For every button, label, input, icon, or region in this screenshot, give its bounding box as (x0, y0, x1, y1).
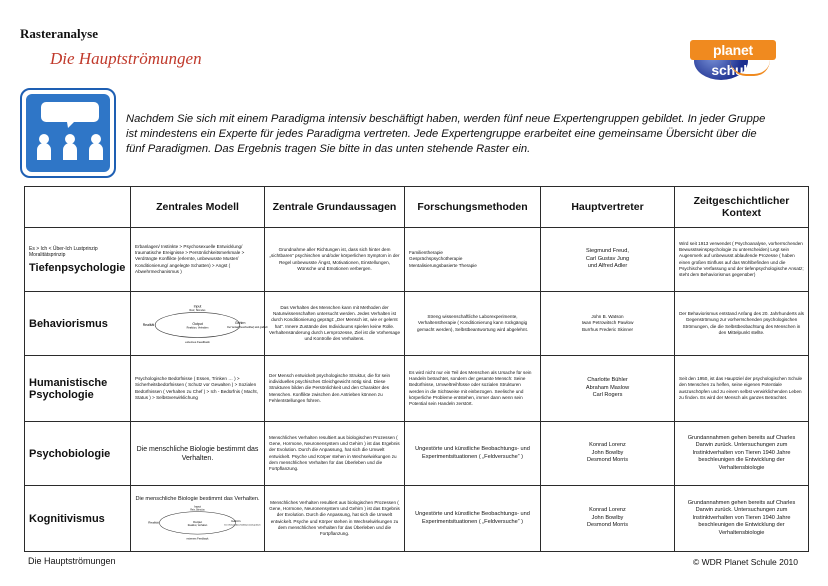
model-cell: Psychologische Bedürfnisse ( Essen, Trinken … ) > Sicherheitsbedürfnissen ( Schutz vor Gewalten ) > Sozialen Bedürfnissen ( Verhalten zu Chef ) > Ich - Bedürfnis ( Macht, Status ) > Selbstverwirklichung (131, 356, 265, 422)
group-work-icon (20, 88, 116, 178)
diagram-input-sub: Reiz, Stimulus (189, 308, 206, 312)
row-label (25, 422, 131, 486)
diagram-left: Realität (142, 322, 155, 327)
table-row (25, 422, 809, 486)
row-label (25, 292, 131, 356)
statements-cell: Das Verhalten des Menschen kann mit Methoden der Naturwissenschaften untersucht werden. Jedes Verhalten ist durch Konditionierung geprägt: „Der Mensch ist, wie er gelernt hat“. Innere Zustände des Individuums spielen keine Rolle. Verhaltensänderung durch Lernprozesse, Ziel ist die Vorhersage und Kontrolle des Verhaltens. (265, 292, 405, 356)
methods-cell: Ungestörte und künstliche Beobachtungs- und Experimentsituationen ( „Feldversuche“ ) (405, 422, 541, 486)
footer-copyright: © WDR Planet Schule 2010 (693, 557, 799, 567)
table-row (25, 228, 809, 292)
diagram-output-sub: Reaktion, Verhalten (187, 525, 208, 528)
diagram-right: Gehirn (235, 320, 246, 325)
context-cell: Grundannahmen gehen bereits auf Charles Darwin zurück. Untersuchungen zum Instinktverhalten von Tieren 1940 Jahre beschleunigen die Entwicklung der Verhaltensbiologie (675, 486, 809, 552)
context-cell: Grundannahmen gehen bereits auf Charles Darwin zurück. Untersuchungen zum Instinktverhalten von Tieren 1940 Jahre beschleunigen die Entwicklung der Verhaltensbiologie (675, 422, 809, 486)
intro-text: Nachdem Sie sich mit einem Paradigma intensiv beschäftigt haben, werden fünf neue Expertengruppen gebildet. In jeder Gruppe ist mindestens ein Experte für jedes Paradigma vertreten. Jede Expertengruppe erarbeitet eine gemeinsame Übersicht über die fünf Paradigmen. Das Ergebnis tragen Sie bitte in das unten stehende Raster ein. (126, 113, 766, 155)
representatives-cell: John B. Watson Iwan Petrowitsch Pawlow Burrhus Frederic Skinner (541, 292, 675, 356)
document-kicker: Rasteranalyse (20, 26, 98, 41)
row-note: Es > Ich < Über-Ich Lustprinzip Moralitätsprinzip (29, 245, 98, 258)
diagram-output-sub: Reaktion, Verhalten (186, 325, 209, 329)
analysis-grid (24, 186, 809, 552)
planet-schule-logo (690, 34, 776, 84)
diagram-right-sub: Der Verlauf (beschreibbar) wird grafisch (227, 326, 268, 329)
header-cell-model: Zentrales Modell (131, 187, 265, 228)
diagram-input-sub: Reiz, Stimulus (190, 509, 205, 512)
row-label (25, 356, 131, 422)
model-caption: Die menschliche Biologie bestimmt das Verhalten. (135, 495, 260, 502)
methods-cell: Ungestörte und künstliche Beobachtungs- und Experimentsituationen ( „Feldversuche“ ) (405, 486, 541, 552)
header-cell-methods: Forschungsmethoden (405, 187, 541, 228)
diagram-bottom: externes Feedback (185, 339, 210, 344)
statements-cell: Grundnahme aller Richtungen ist, dass sich hinter dem „sichtbaren“ psychischen und/oder körperlichen Symptom in der Regel unbewusste Ängst, Motivationen, Einstellungen, Wünsche und Emotionen verbergen. (265, 228, 405, 292)
feedback-loop-diagram (135, 302, 268, 346)
methods-cell: Es wird nicht nur ein Teil des Menschen als Ursache für sein Handeln betrachtet, sondern der gesamte Mensch: Seine Bedürfnisse, Umweltreihfüsse oder sozialen Strukturen werden in die Sichtweise mit einbezogen. Seelische und körperliche Probleme entstehen, immer dann wenn sein Potential sein Handeln zerstört. (405, 356, 541, 422)
group-discussion-icon (26, 94, 114, 176)
statements-cell: Menschliches Verhalten resultiert aus biologischen Prozessen ( Gene, Hormone, Neuronensystem und Gehirn ) ist das Ergebnis der Evolution. Durch die Anpassung, hat sich die Umwelt entwickelt. Psyche und Körper stehen in Wechselwirkungen zu dem menschlichen Verhalten für das Überleben und die Fortpflanzung. (265, 422, 405, 486)
header-cell-representatives: Hauptvertreter (541, 187, 675, 228)
row-name: Psychobiologie (29, 447, 111, 460)
model-cell: Erbanlagen/ Instinkte > Psychosexuelle Entwicklung/ traumatische Ereignisse > Persönlichkeitsmerkmale > Verdrängte Konflikte (erlernte, unbewusste Muster/ Konditionierung/ angelegte Schatten) > Angst ( Abwehrmechanismus ) (131, 228, 265, 292)
row-name: Behaviorismus (29, 317, 108, 330)
row-name: Humanistische Psychologie (29, 376, 108, 401)
row-name: Tiefenpsychologie (29, 261, 126, 274)
diagram-bottom: externes Feedback (186, 537, 209, 541)
representatives-cell: Konrad Lorenz John Bowlby Desmond Morris (541, 486, 675, 552)
diagram-output: Output (192, 520, 203, 525)
diagram-right-sub: Der Verlauf (beschreibbar) wird grafisch (224, 524, 261, 527)
header-cell-context: Zeitgeschichtlicher Kontext (675, 187, 809, 228)
context-cell: Der Behaviorismus entstand Anfang des 20. Jahrhunderts als Gegenströmung zur vorherrschenden psychologischen Strömungen, die die Selbstbeobachtung des Menschen in den Mittelpunkt stellte. (675, 292, 809, 356)
footer-title: Die Hauptströmungen (28, 556, 116, 566)
header-row (25, 187, 809, 228)
statements-cell: Menschliches Verhalten resultiert aus biologischen Prozessen ( Gene, Hormone, Neuronensystem und Gehirn ) ist das Ergebnis der Evolution. Durch die Anpassung, hat sich die Umwelt entwickelt. Psyche und Körper stehen in Wechselwirkungen zu dem menschlichen Verhalten für das Überleben und die Fortpflanzung. (265, 486, 405, 552)
model-cell (131, 486, 265, 552)
feedback-loop-diagram (135, 503, 260, 541)
model-cell: Die menschliche Biologie bestimmt das Verhalten. (131, 422, 265, 486)
header-cell-corner (25, 187, 131, 228)
representatives-cell: Siegmund Freud, Carl Gustav Jung und Alfred Adler (541, 228, 675, 292)
context-cell: Wird seit 1913 verwendet ( Psychoanalyse, vorherrschenden Bewusstseinspsychologie zu unterscheiden) Legt sein Augenmerk auf unbewusst ablaufende Prozesse ( haben einen großen Einfluss auf das Wohlbefinden und die Psychische Verfassung und der tiefenpsychologische Ansatz; steht dem Behaviorismus gegenüber) (675, 228, 809, 292)
diagram-right: Gehirn (231, 519, 241, 524)
context-cell: Seit den 1950, ist das Hauptziel der psychologischen Schule den Menschen zu helfen, seine eigenen Potentiale auszuschöpfen und zu einem selbst verwirklichenden Leben zu finden. Es wird der Mensch als ganzes Betrachtet. (675, 356, 809, 422)
document-title: Die Hauptströmungen (50, 49, 202, 68)
methods-cell: Streng wissenschaftliche Laborexperimente, Verhaltenstherapie ( Konditionierung kann rückgängig gemacht werden), Selbstbeantwortung wird abgelehnt. (405, 292, 541, 356)
representatives-cell: Konrad Lorenz John Bowlby Desmond Morris (541, 422, 675, 486)
diagram-input: Input (194, 504, 201, 509)
diagram-output: Output (192, 321, 203, 326)
diagram-left: Realität (148, 520, 159, 525)
representatives-cell: Charlotte Bühler Abraham Maslow Carl Rogers (541, 356, 675, 422)
header-cell-statements: Zentrale Grundaussagen (265, 187, 405, 228)
row-label (25, 486, 131, 552)
logo-wordmark: planet schule (690, 40, 776, 60)
statements-cell: Der Mensch entwickelt psychologische Struktur, die für sein individuelles psychisches Gleichgewicht nötig sind. Diese Strukturen bilden die Persönlichkeit und den Charakter des Menschen. Konflikte zwischen den Antrieben können zu Fehlentstellungen führen. (265, 356, 405, 422)
diagram-input: Input (193, 304, 202, 309)
table-row (25, 292, 809, 356)
row-label (25, 228, 131, 292)
row-name: Kognitivismus (29, 512, 105, 525)
model-cell (131, 292, 268, 356)
table-row (25, 356, 809, 422)
table-row (25, 486, 809, 552)
methods-cell: Familientherapie Gesprächspsychotherapie Mentalisierungsbasierte Therapie (405, 228, 541, 292)
